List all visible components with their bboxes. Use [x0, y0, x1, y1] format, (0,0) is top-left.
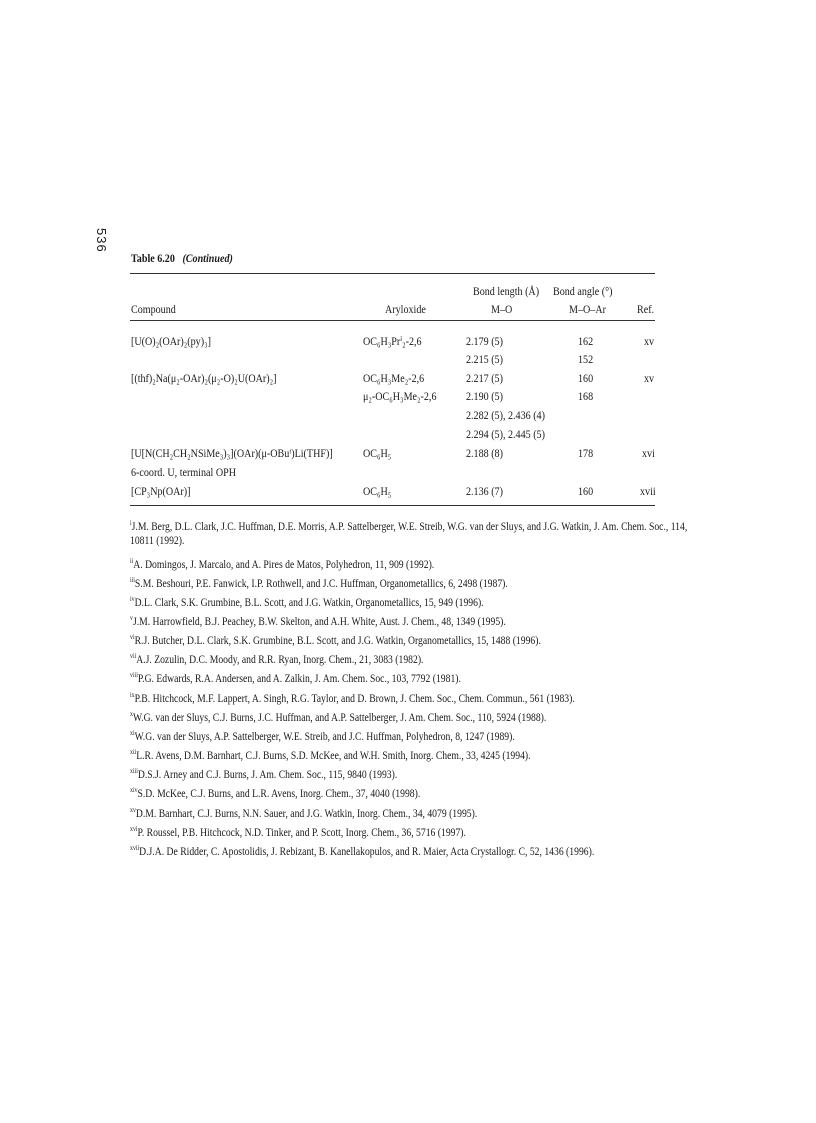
footnote: [130, 611, 506, 629]
row2-aryloxide-2: μ₂-OC₆H₃Me₂-2,6: [363, 389, 437, 403]
footnote: [130, 516, 687, 534]
footnote-text: P.G. Edwards, R.A. Andersen, and A. Zalkin, J. Am. Chem. Soc., 103, 7792 (1981).: [137, 673, 461, 685]
footnote-mark: xiii: [130, 767, 138, 775]
top-rule: [130, 273, 655, 274]
row1-compound: [U(O)₂(OAr)₂(py)₃]: [131, 334, 211, 348]
row3-length: 2.188 (8): [466, 446, 503, 460]
footnote-text: D.M. Barnhart, C.J. Burns, N.N. Sauer, and J.G. Watkin, Inorg. Chem., 34, 4079 (1995).: [135, 808, 478, 820]
header-bond-angle-sub: M–O–Ar: [569, 302, 606, 316]
row3-angle: 178: [578, 446, 594, 460]
row2-aryloxide-1: OC₆H₃Me₂-2,6: [363, 371, 425, 385]
header-bond-length-sub: M–O: [491, 302, 513, 316]
page-number: 536: [94, 228, 109, 253]
subsection-label: 6-coord. U, terminal OPH: [131, 465, 236, 479]
footnote: [130, 726, 515, 744]
footnote-text: L.R. Avens, D.M. Barnhart, C.J. Burns, S.D. McKee, and W.H. Smith, Inorg. Chem., 33, 4245 (1994).: [136, 750, 531, 762]
footnote-mark: iv: [130, 595, 135, 603]
footnote-text: D.S.J. Arney and C.J. Burns, J. Am. Chem. Soc., 115, 9840 (1993).: [137, 769, 398, 781]
footnote: [130, 649, 423, 667]
row1-aryloxide: OC₆H₃Prⁱ₂-2,6: [363, 334, 422, 348]
footnote-mark: xv: [130, 806, 136, 814]
footnote-text: R.J. Butcher, D.L. Clark, S.K. Grumbine, B.L. Scott, and J.G. Watkin, Organometallics, 15, 1488 (1996).: [134, 635, 541, 647]
row2-length-1: 2.217 (5): [466, 371, 503, 385]
footnote: [130, 803, 477, 821]
footnote: [130, 668, 461, 686]
header-aryloxide: Aryloxide: [385, 302, 426, 316]
footnote: [130, 745, 531, 763]
footnote-mark: vii: [130, 652, 137, 660]
row1-angle-1: 162: [578, 334, 594, 348]
footnote-mark: xvii: [130, 844, 140, 852]
footnote-text: D.L. Clark, S.K. Grumbine, B.L. Scott, and J.G. Watkin, Organometallics, 15, 949 (1996).: [134, 597, 484, 609]
row1-ref: xv: [644, 334, 655, 348]
footnote: [130, 764, 397, 782]
row3-compound: [U[N(CH₂CH₂NSiMe₃)₃](OAr)(μ-OBuᵗ)Li(THF)]: [131, 446, 333, 460]
footnote-mark: ix: [130, 691, 135, 699]
footnote-mark: viii: [130, 671, 138, 679]
row4-compound: [CP₃Np(OAr)]: [131, 484, 191, 498]
bottom-rule: [130, 505, 655, 506]
row2-ref: xv: [644, 371, 655, 385]
header-compound: Compound: [131, 302, 176, 316]
footnote-mark: iii: [130, 576, 135, 584]
footnote: [130, 592, 484, 610]
table-continued: (Continued): [182, 251, 233, 265]
footnote-mark: xiv: [130, 786, 138, 794]
footnote-text: A.J. Zozulin, D.C. Moody, and R.R. Ryan, Inorg. Chem., 21, 3083 (1982).: [136, 654, 424, 666]
footnote: [130, 630, 541, 648]
footnote: [130, 783, 420, 801]
header-ref: Ref.: [637, 302, 655, 316]
footnote-text: J.M. Harrowfield, B.J. Peachey, B.W. Skelton, and A.H. White, Aust. J. Chem., 48, 1349 (1995).: [132, 616, 506, 628]
footnote-mark: xvi: [130, 825, 138, 833]
footnote-mark: x: [130, 710, 133, 718]
footnote-text: P.B. Hitchcock, M.F. Lappert, A. Singh, R.G. Taylor, and D. Brown, J. Chem. Soc., Chem. Commun., 561 (1983).: [134, 693, 575, 705]
row3-aryloxide: OC₆H₅: [363, 446, 392, 460]
footnote: [130, 822, 466, 840]
footnote-text: A. Domingos, J. Marcalo, and A. Pires de Matos, Polyhedron, 11, 909 (1992).: [133, 559, 435, 571]
header-bond-angle: Bond angle (°): [553, 284, 613, 298]
footnote-text: D.J.A. De Ridder, C. Apostolidis, J. Rebizant, B. Kanellakopulos, and R. Maier, Acta Crystallogr. C, 52, 1436 (1996).: [139, 846, 595, 858]
header-bond-length: Bond length (Å): [473, 284, 540, 298]
footnote: [130, 534, 184, 548]
footnote-mark: v: [130, 614, 133, 622]
row4-length: 2.136 (7): [466, 484, 503, 498]
footnote-mark: ii: [130, 557, 134, 565]
row2-compound: [(thf)₂Na(μ₂-OAr)₂(μ₂-O)₂U(OAr)₂]: [131, 371, 277, 385]
footnote-text: J.M. Berg, D.L. Clark, J.C. Huffman, D.E. Morris, A.P. Sattelberger, W.E. Streib, W.G. van der Sluys, and J.G. Watkin, J. Am. Chem. Soc., 114,: [131, 521, 688, 533]
row4-aryloxide: OC₆H₅: [363, 484, 392, 498]
row1-length-1: 2.179 (5): [466, 334, 503, 348]
footnote: [130, 841, 594, 859]
footnote-text: P. Roussel, P.B. Hitchcock, N.D. Tinker, and P. Scott, Inorg. Chem., 36, 5716 (1997).: [137, 827, 466, 839]
row1-length-2: 2.215 (5): [466, 352, 503, 366]
row2-length-4: 2.294 (5), 2.445 (5): [466, 427, 545, 441]
row2-angle-2: 168: [578, 389, 594, 403]
row3-ref: xvi: [642, 446, 655, 460]
row4-ref: xvii: [640, 484, 656, 498]
footnote: [130, 688, 575, 706]
footnote: [130, 707, 546, 725]
header-rule: [130, 320, 655, 321]
row2-length-2: 2.190 (5): [466, 389, 503, 403]
footnote-mark: i: [130, 519, 132, 527]
row2-length-3: 2.282 (5), 2.436 (4): [466, 408, 545, 422]
row1-angle-2: 152: [578, 352, 594, 366]
footnote-mark: vi: [130, 633, 135, 641]
footnote: [130, 573, 508, 591]
row2-angle-1: 160: [578, 371, 594, 385]
footnote-mark: xii: [130, 748, 137, 756]
footnote: [130, 554, 434, 572]
footnote-text: S.D. McKee, C.J. Burns, and L.R. Avens, Inorg. Chem., 37, 4040 (1998).: [137, 788, 421, 800]
footnote-mark: xi: [130, 729, 135, 737]
table-label: Table 6.20: [131, 251, 175, 265]
footnote-text: 10811 (1992).: [130, 535, 185, 547]
footnote-text: W.G. van der Sluys, A.P. Sattelberger, W.E. Streib, and J.C. Huffman, Polyhedron, 8, 1247 (1989).: [134, 731, 515, 743]
footnote-text: W.G. van der Sluys, C.J. Burns, J.C. Huffman, and A.P. Sattelberger, J. Am. Chem. Soc., 110, 5924 (1988).: [132, 712, 547, 724]
row4-angle: 160: [578, 484, 594, 498]
table-caption: [131, 251, 233, 266]
footnote-text: S.M. Beshouri, P.E. Fanwick, I.P. Rothwell, and J.C. Huffman, Organometallics, 6, 2498 (1987).: [134, 578, 508, 590]
